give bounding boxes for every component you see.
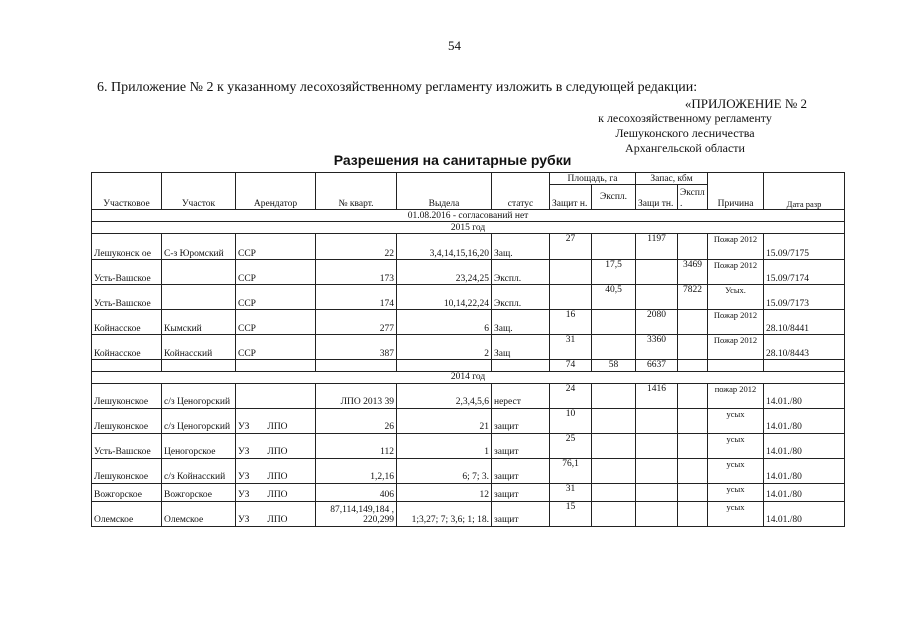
cell-vydela: 12 [397,483,492,501]
cell-reason: Пожар 2012 [708,260,764,285]
total-ekspl-area: 58 [592,360,636,372]
appendix-line: Архангельской области [625,141,745,155]
cell-uchastok: с/з Ценогорский [162,383,236,408]
cell-ekspl-stock: 3469 [678,260,708,285]
cell-reason: усых [708,433,764,458]
cell-zashch-area: 76,1 [550,458,592,483]
section-row [92,371,845,383]
cell-uch-lesnichestvo: Лешуконск ое [92,234,162,260]
cell-uchastok: С-з Юромский [162,234,236,260]
cell-vydela: 6 [397,310,492,335]
col-header: Экспл . [678,185,708,210]
arendator-part: ЛПО [267,515,288,525]
cell-ekspl-area [592,335,636,360]
cell-vydela: 23,24,25 [397,260,492,285]
cell-status: защит [492,458,550,483]
cell-date: 15.09/7175 [764,234,845,260]
cell-kvartal: 26 [316,408,397,433]
appendix-header [555,96,815,156]
table-row [92,433,845,458]
section-row [92,210,845,222]
cell-arendator: ССР [236,260,316,285]
cell-status: защит [492,483,550,501]
cell-zashch-area [550,285,592,310]
col-header-group: Запас, кбм [636,173,708,185]
cell-ekspl-area [592,458,636,483]
cell-zashch-stock [636,483,678,501]
arendator-part: ЛПО [267,422,288,432]
cell-zashch-stock: 1197 [636,234,678,260]
arendator-part: ЛПО [267,472,288,482]
cell-ekspl-area [592,433,636,458]
col-header: Защи тн. [636,185,678,210]
cell-vydela: 2,3,4,5,6 [397,383,492,408]
col-header: Участок [162,173,236,210]
cell-arendator [236,408,316,433]
section-label: 2014 год [92,371,845,383]
table-row [92,383,845,408]
cell-zashch-stock [636,433,678,458]
cell-status: Защ [492,335,550,360]
cell-arendator [236,433,316,458]
cell-arendator: ССР [236,335,316,360]
arendator-part: ЛПО [267,490,288,500]
cell-zashch-stock [636,458,678,483]
cell-uchastok: Ценогорское [162,433,236,458]
cell-ekspl-stock: 7822 [678,285,708,310]
header-row [92,173,845,185]
cell-ekspl-area [592,483,636,501]
rows-2015 [92,234,845,360]
cell-uch-lesnichestvo: Лешуконское [92,408,162,433]
table-row [92,483,845,501]
section-label: 2015 год [92,222,845,234]
cell-status: Экспл. [492,260,550,285]
total-zashch-area: 74 [550,360,592,372]
cell-zashch-area: 10 [550,408,592,433]
cell-ekspl-area [592,501,636,526]
cell-zashch-area: 15 [550,501,592,526]
total-zashch-stock: 6637 [636,360,678,372]
cell-reason: Пожар 2012 [708,234,764,260]
cell-reason: Пожар 2012 [708,310,764,335]
cell-status: Защ. [492,310,550,335]
cell-ekspl-stock [678,383,708,408]
cell-kvartal: 1,2,16 [316,458,397,483]
cell-zashch-area: 27 [550,234,592,260]
cell-kvartal: 87,114,149,184 , 220,299 [316,501,397,526]
arendator-part: ЛПО [267,447,288,457]
cell-zashch-stock [636,285,678,310]
arendator-part: УЗ [238,515,250,525]
cell-kvartal: 173 [316,260,397,285]
col-header: № кварт. [316,173,397,210]
cell-uchastok: Вожгорское [162,483,236,501]
cell-zashch-stock: 2080 [636,310,678,335]
cell-date: 14.01./80 [764,483,845,501]
cell-uch-lesnichestvo: Усть-Вашское [92,260,162,285]
cell-uchastok: Койнасский [162,335,236,360]
cell-uch-lesnichestvo: Усть-Вашское [92,285,162,310]
cell-arendator: ССР [236,310,316,335]
cell-uch-lesnichestvo: Вожгорское [92,483,162,501]
arendator-part: УЗ [238,422,250,432]
cell-status: нерест [492,383,550,408]
table-title: Разрешения на санитарные рубки [333,152,572,168]
cell-uch-lesnichestvo: Олемское [92,501,162,526]
col-header-group: Площадь, га [550,173,636,185]
cell-date: 14.01./80 [764,383,845,408]
cell-date: 14.01./80 [764,408,845,433]
cell-arendator: ССР [236,234,316,260]
cell-vydela: 1 [397,433,492,458]
cell-uch-lesnichestvo: Лешуконское [92,383,162,408]
appendix-line: Лешуконского лесничества [615,126,755,140]
cell-zashch-stock [636,501,678,526]
cell-date: 15.09/7173 [764,285,845,310]
cell-uchastok [162,260,236,285]
cell-ekspl-stock [678,483,708,501]
cell-ekspl-stock [678,234,708,260]
cell-ekspl-area [592,383,636,408]
table-row [92,310,845,335]
cell-kvartal: 277 [316,310,397,335]
arendator-part: УЗ [238,472,250,482]
col-header: Арендатор [236,173,316,210]
page-number: 54 [448,38,461,53]
cell-kvartal: 406 [316,483,397,501]
cell-ekspl-stock [678,458,708,483]
cell-zashch-area: 25 [550,433,592,458]
cell-ekspl-stock [678,310,708,335]
arendator-part: УЗ [238,490,250,500]
cell-uch-lesnichestvo: Койнасское [92,310,162,335]
appendix-line: «ПРИЛОЖЕНИЕ № 2 [684,96,807,111]
cell-date: 14.01./80 [764,458,845,483]
cell-kvartal: ЛПО 2013 39 [316,383,397,408]
arendator-part: УЗ [238,447,250,457]
cell-zashch-area: 31 [550,483,592,501]
cell-date: 14.01./80 [764,501,845,526]
totals-row [92,360,845,372]
appendix-line: к лесохозяйственному регламенту [598,111,772,125]
cell-reason: усых [708,458,764,483]
cell-reason: пожар 2012 [708,383,764,408]
cell-ekspl-stock [678,501,708,526]
cell-zashch-area [550,260,592,285]
cell-reason: Усых. [708,285,764,310]
table-row [92,501,845,526]
table-row [92,285,845,310]
cell-arendator [236,483,316,501]
permits-table [91,172,845,527]
table-row [92,234,845,260]
section-label: 01.08.2016 - согласований нет [92,210,845,222]
col-header: Дата разр [764,173,845,210]
cell-ekspl-area: 40,5 [592,285,636,310]
col-header: Причина [708,173,764,210]
cell-status: защит [492,408,550,433]
cell-reason: Пожар 2012 [708,335,764,360]
cell-arendator [236,383,316,408]
cell-date: 28.10/8443 [764,335,845,360]
cell-vydela: 3,4,14,15,16,20 [397,234,492,260]
table-row [92,260,845,285]
cell-kvartal: 387 [316,335,397,360]
col-header: Защит н. [550,185,592,210]
intro-text: 6. Приложение № 2 к указанному лесохозяйственному регламенту изложить в следующей редакции: [97,80,698,95]
cell-status: Экспл. [492,285,550,310]
col-header: Выдела [397,173,492,210]
table-row [92,458,845,483]
cell-kvartal: 112 [316,433,397,458]
cell-ekspl-area [592,408,636,433]
cell-arendator [236,501,316,526]
cell-ekspl-stock [678,408,708,433]
cell-date: 14.01./80 [764,433,845,458]
cell-uch-lesnichestvo: Усть-Вашское [92,433,162,458]
cell-ekspl-area [592,234,636,260]
section-row [92,222,845,234]
cell-uch-lesnichestvo: Койнасское [92,335,162,360]
cell-vydela: 2 [397,335,492,360]
cell-zashch-area: 16 [550,310,592,335]
col-header: Экспл. [592,185,636,210]
cell-vydela: 6; 7; 3. [397,458,492,483]
cell-zashch-stock: 1416 [636,383,678,408]
cell-reason: усых [708,408,764,433]
cell-ekspl-area [592,310,636,335]
cell-reason: усых [708,501,764,526]
cell-uchastok: Кымский [162,310,236,335]
table-row [92,335,845,360]
cell-status: защит [492,501,550,526]
cell-zashch-stock [636,260,678,285]
cell-zashch-stock: 3360 [636,335,678,360]
cell-kvartal: 174 [316,285,397,310]
cell-zashch-area: 31 [550,335,592,360]
cell-date: 15.09/7174 [764,260,845,285]
cell-zashch-stock [636,408,678,433]
cell-ekspl-area: 17,5 [592,260,636,285]
cell-reason: усых [708,483,764,501]
cell-vydela: 10,14,22,24 [397,285,492,310]
cell-date: 28.10/8441 [764,310,845,335]
table-row [92,408,845,433]
cell-status: защит [492,433,550,458]
col-header: Участковое [92,173,162,210]
cell-ekspl-stock [678,335,708,360]
cell-uch-lesnichestvo: Лешуконское [92,458,162,483]
cell-uchastok: с/з Ценогорский [162,408,236,433]
cell-zashch-area: 24 [550,383,592,408]
cell-arendator [236,458,316,483]
cell-ekspl-stock [678,433,708,458]
rows-2014 [92,383,845,526]
cell-vydela: 21 [397,408,492,433]
cell-status: Защ. [492,234,550,260]
cell-kvartal: 22 [316,234,397,260]
cell-uchastok: с/з Койнасский [162,458,236,483]
col-header: статус [492,173,550,210]
cell-uchastok [162,285,236,310]
cell-vydela: 1;3,27; 7; 3,6; 1; 18. [397,501,492,526]
cell-arendator: ССР [236,285,316,310]
cell-uchastok: Олемское [162,501,236,526]
